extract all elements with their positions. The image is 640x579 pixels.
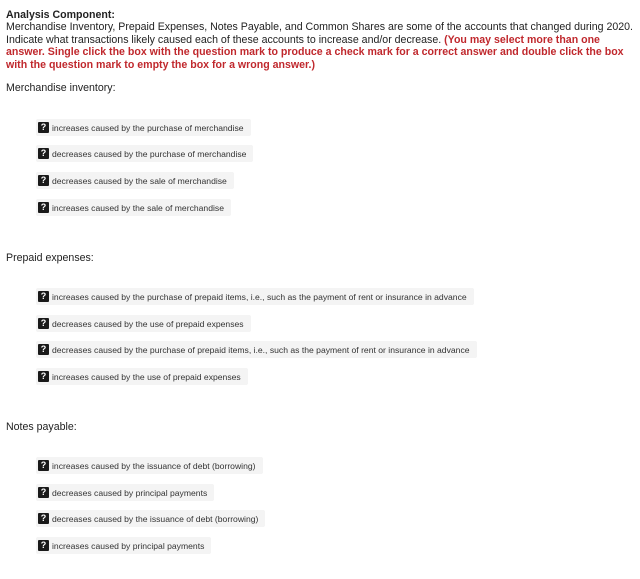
question-mark-checkbox[interactable]: ? (38, 148, 49, 159)
option-label: increases caused by principal payments (52, 540, 205, 551)
option-merch-2[interactable] (36, 145, 253, 162)
instructions-note: (You may select more than one answer. Single click the box with the question mark to produce a check mark for a correct answer and double click the box with the question mark to empty the box for a wrong answer.) (6, 33, 624, 71)
option-label: decreases caused by the issuance of debt (borrowing) (52, 513, 259, 524)
option-label: increases caused by the purchase of merchandise (52, 122, 244, 133)
question-mark-checkbox[interactable]: ? (38, 318, 49, 329)
option-merch-4[interactable] (36, 199, 231, 216)
section-label-merchandise-inventory: Merchandise inventory: (6, 82, 116, 94)
question-mark-checkbox[interactable]: ? (38, 487, 49, 498)
option-prepaid-1[interactable] (36, 288, 474, 305)
option-label: increases caused by the purchase of prepaid items, i.e., such as the payment of rent or insurance in advance (52, 291, 467, 302)
question-mark-checkbox[interactable]: ? (38, 540, 49, 551)
question-mark-checkbox[interactable]: ? (38, 371, 49, 382)
instructions (6, 9, 634, 71)
option-prepaid-4[interactable] (36, 368, 248, 385)
option-label: decreases caused by the purchase of merchandise (52, 148, 247, 159)
option-label: increases caused by the sale of merchandise (52, 202, 224, 213)
option-notes-1[interactable] (36, 457, 263, 474)
analysis-component-title: Analysis Component: (6, 9, 115, 21)
section-label-notes-payable: Notes payable: (6, 421, 77, 433)
question-mark-checkbox[interactable]: ? (38, 202, 49, 213)
option-notes-3[interactable] (36, 510, 265, 527)
question-mark-checkbox[interactable]: ? (38, 122, 49, 133)
question-mark-checkbox[interactable]: ? (38, 175, 49, 186)
option-merch-3[interactable] (36, 172, 234, 189)
option-notes-4[interactable] (36, 537, 211, 554)
option-label: decreases caused by principal payments (52, 487, 208, 498)
option-label: increases caused by the use of prepaid expenses (52, 371, 241, 382)
option-prepaid-3[interactable] (36, 341, 477, 358)
option-label: decreases caused by the sale of merchandise (52, 175, 227, 186)
question-mark-checkbox[interactable]: ? (38, 344, 49, 355)
question-mark-checkbox[interactable]: ? (38, 513, 49, 524)
option-label: increases caused by the issuance of debt (borrowing) (52, 460, 256, 471)
question-mark-checkbox[interactable]: ? (38, 460, 49, 471)
option-notes-2[interactable] (36, 484, 214, 501)
section-label-prepaid-expenses: Prepaid expenses: (6, 252, 94, 264)
option-label: decreases caused by the use of prepaid expenses (52, 318, 244, 329)
instructions-body: Merchandise Inventory, Prepaid Expenses, Notes Payable, and Common Shares are some of the accounts that changed during 2020. Indicate what transactions likely caused each of these accounts to increase and/or decrease. (6, 21, 633, 46)
option-merch-1[interactable] (36, 119, 251, 136)
question-mark-checkbox[interactable]: ? (38, 291, 49, 302)
option-prepaid-2[interactable] (36, 315, 251, 332)
option-label: decreases caused by the purchase of prepaid items, i.e., such as the payment of rent or insurance in advance (52, 344, 470, 355)
